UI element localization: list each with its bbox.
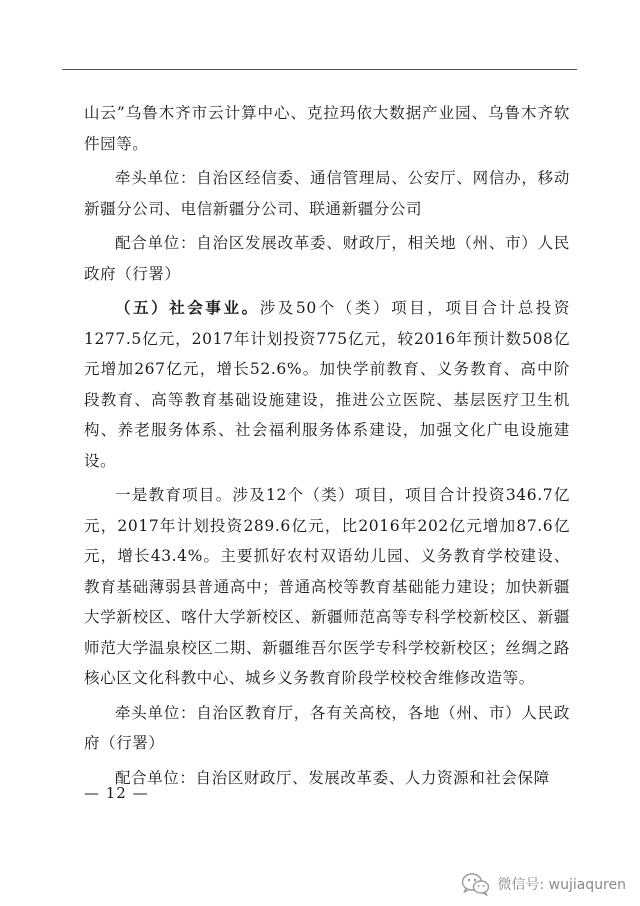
watermark-text: 微信号: wujiaquren bbox=[497, 877, 626, 893]
header-rule bbox=[62, 69, 577, 70]
paragraph-6: 牵头单位：自治区教育厅，各有关高校，各地（州、市）人民政府（行署） bbox=[84, 703, 570, 752]
paragraph-2: 牵头单位：自治区经信委、通信管理局、公安厅、网信办，移动新疆分公司、电信新疆分公司、联通新疆分公司 bbox=[84, 169, 570, 218]
paragraph-4 bbox=[84, 293, 570, 476]
paragraph-3: 配合单位：自治区发展改革委、财政厅，相关地（州、市）人民政府（行署） bbox=[84, 234, 570, 283]
body-text bbox=[84, 98, 570, 793]
paragraph-4-text: 涉及50个（类）项目，项目合计总投资1277.5亿元，2017年计划投资775亿元，较2016年预计数508亿元增加267亿元，增长52.6%。加快学前教育、义务教育、高中阶段教育、高等教育基础设施建设，推进公立医院、基层医疗卫生机构、养老服务体系、社会福利服务体系建设，加强文化广电设施建设。 bbox=[84, 299, 570, 470]
page-number: — 12 — bbox=[84, 784, 149, 802]
watermark bbox=[461, 868, 626, 900]
paragraph-5: 一是教育项目。涉及12个（类）项目，项目合计投资346.7亿元，2017年计划投资289.6亿元，比2016年202亿元增加87.6亿元，增长43.4%。主要抓好农村双语幼儿园、义务教育学校建设、教育基础薄弱县普通高中；普通高校等教育基础能力建设；加快新疆大学新校区、喀什大学新校区、新疆师范高等专科学校新校区、新疆师范大学温泉校区二期、新疆维吾尔医学专科学校新校区；丝绸之路核心区文化科教中心、城乡义务教育阶段学校校舍维修改造等。 bbox=[84, 486, 570, 687]
paragraph-7: 配合单位：自治区财政厅、发展改革委、人力资源和社会保障 bbox=[115, 768, 550, 787]
section-heading: （五）社会事业。 bbox=[115, 298, 260, 317]
wechat-icon bbox=[461, 872, 491, 896]
paragraph-1: 山云”乌鲁木齐市云计算中心、克拉玛依大数据产业园、乌鲁木齐软件园等。 bbox=[84, 104, 570, 153]
